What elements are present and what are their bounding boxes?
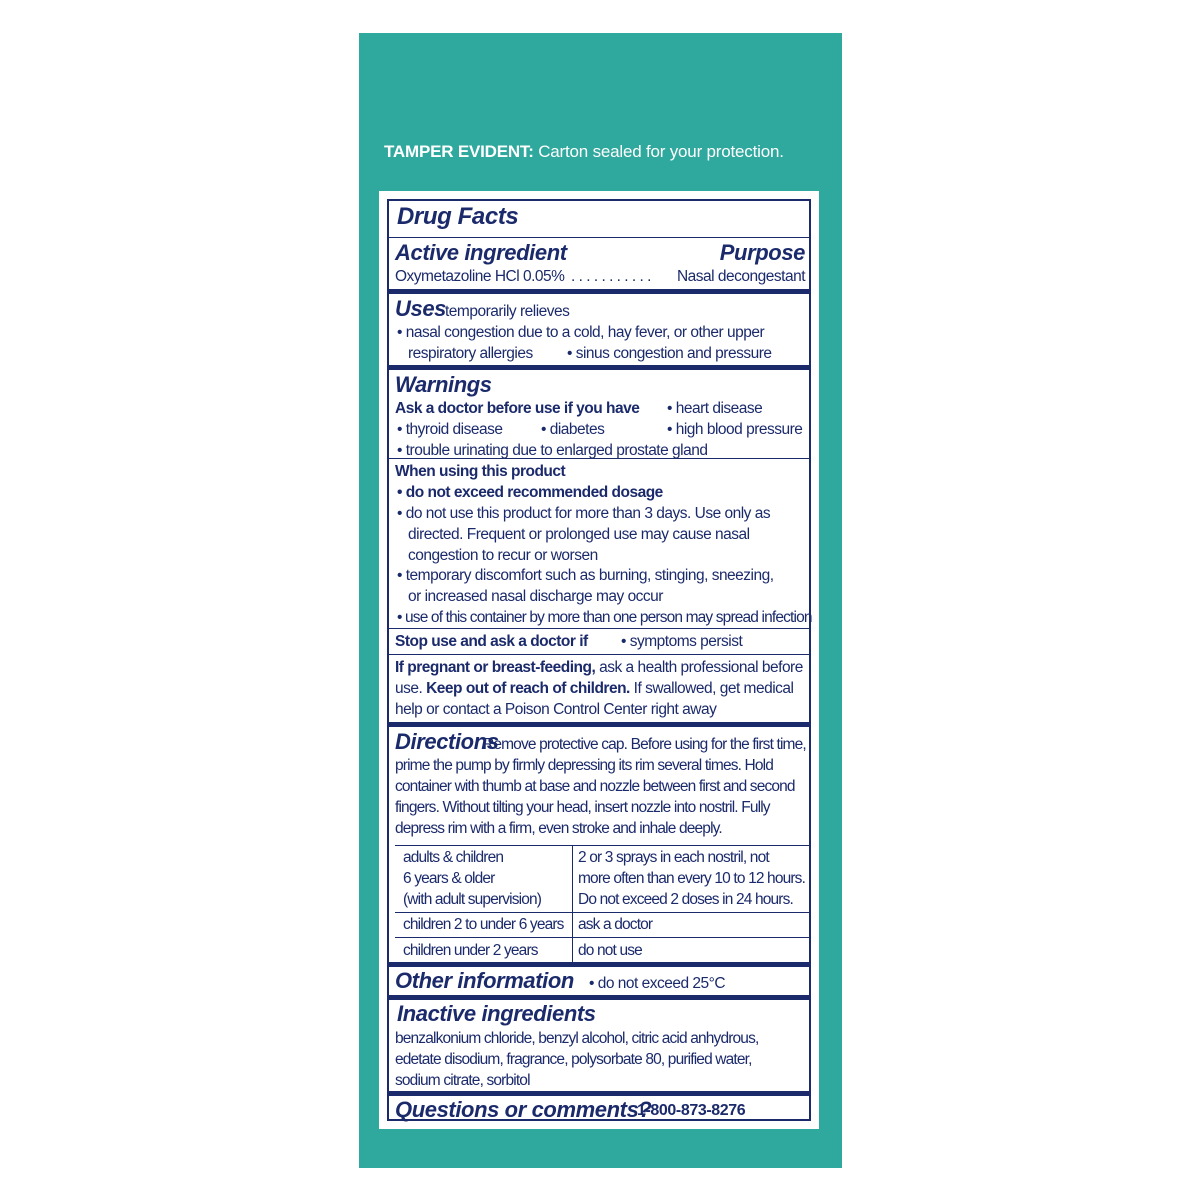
drug-facts-title: Drug Facts	[397, 203, 519, 230]
dosage-who-line: adults & children	[403, 849, 504, 866]
dosage-row-adults	[395, 846, 809, 913]
when-using-heading: When using this product	[395, 463, 566, 480]
when-using-item-discomfort-2: or increased nasal discharge may occur	[408, 588, 663, 605]
directions-heading: Directions	[395, 729, 499, 754]
keep-out-text: If swallowed, get medical	[629, 680, 794, 697]
warnings-section	[389, 365, 809, 463]
other-info-item: • do not exceed 25°C	[589, 975, 726, 992]
dosage-dose-line: do not use	[578, 942, 642, 959]
directions-section	[389, 722, 809, 967]
other-info-heading: Other information	[395, 968, 574, 993]
active-ingredient-name: Oxymetazoline HCl 0.05%	[395, 268, 565, 285]
uses-section	[389, 289, 809, 370]
ask-doctor-heading: Ask a doctor before use if you have	[395, 400, 640, 417]
stop-use-heading: Stop use and ask a doctor if	[395, 633, 588, 650]
active-ingredient-leader: . . . . . . . . . . .	[571, 268, 651, 285]
inactive-ingredients-heading: Inactive ingredients	[397, 1001, 596, 1026]
inactive-ingredients-line-3: sodium citrate, sorbitol	[395, 1072, 530, 1089]
uses-heading: Uses	[395, 296, 446, 321]
active-ingredient-purpose: Nasal decongestant	[676, 268, 805, 285]
dosage-dose-line: 2 or 3 sprays in each nostril, not	[578, 849, 769, 866]
tamper-evident-label: TAMPER EVIDENT:	[384, 142, 534, 161]
dosage-who-line: children under 2 years	[403, 942, 538, 959]
active-ingredient-section	[389, 237, 809, 290]
when-using-section	[389, 458, 812, 629]
poison-control-line: help or contact a Poison Control Center right away	[395, 701, 717, 718]
directions-line-4: fingers. Without tilting your head, insert nozzle into nostril. Fully	[395, 799, 770, 816]
warning-diabetes: • diabetes	[541, 421, 605, 438]
dosage-dose-line: Do not exceed 2 doses in 24 hours.	[578, 891, 793, 908]
directions-line-5: depress rim with a firm, even stroke and inhale deeply.	[395, 820, 722, 837]
drug-facts-label	[379, 191, 819, 1129]
stop-use-section	[389, 628, 809, 655]
warning-urinating: • trouble urinating due to enlarged prostate gland	[397, 442, 708, 459]
directions-line-3: container with thumb at base and nozzle between first and second	[395, 778, 795, 795]
uses-item-sinus: • sinus congestion and pressure	[567, 345, 772, 362]
uses-intro: temporarily relieves	[445, 303, 570, 320]
purpose-heading: Purpose	[719, 240, 805, 265]
dosage-dose-line: more often than every 10 to 12 hours.	[578, 870, 806, 887]
warning-heart-disease: • heart disease	[667, 400, 763, 417]
inactive-ingredients-line-1: benzalkonium chloride, benzyl alcohol, citric acid anhydrous,	[395, 1030, 759, 1047]
directions-line-2: prime the pump by firmly depressing its rim several times. Hold	[395, 757, 774, 774]
pregnancy-section	[389, 654, 809, 723]
when-using-item-discomfort-1: • temporary discomfort such as burning, stinging, sneezing,	[397, 567, 774, 584]
use-text: use.	[395, 680, 427, 697]
keep-out-bold: Keep out of reach of children.	[426, 680, 630, 697]
dosage-who-line: (with adult supervision)	[403, 891, 542, 908]
when-using-item-days-1: • do not use this product for more than 3 days. Use only as	[397, 505, 771, 522]
dosage-row-2-to-6	[395, 912, 809, 938]
drug-facts-frame	[387, 199, 811, 1121]
uses-item-allergies: respiratory allergies	[408, 345, 533, 362]
warning-thyroid: • thyroid disease	[397, 421, 503, 438]
dosage-who-line: 6 years & older	[403, 870, 495, 887]
keep-out-line	[395, 679, 793, 700]
uses-item-nasal: • nasal congestion due to a cold, hay fever, or other upper	[397, 324, 765, 341]
dosage-row-under-2	[395, 938, 809, 963]
questions-heading: Questions or comments?	[395, 1097, 652, 1122]
drug-facts-title-section	[389, 201, 809, 237]
pregnancy-text: ask a health professional before	[595, 659, 803, 676]
when-using-item-days-2: directed. Frequent or prolonged use may cause nasal	[408, 526, 750, 543]
when-using-item-container: • use of this container by more than one person may spread infection	[397, 609, 812, 626]
pregnancy-bold: If pregnant or breast-feeding,	[395, 659, 596, 676]
tamper-evident-text: Carton sealed for your protection.	[533, 142, 784, 161]
active-ingredient-heading: Active ingredient	[395, 240, 567, 265]
directions-line-1: Remove protective cap. Before using for the first time,	[483, 736, 806, 753]
dosage-table	[395, 845, 809, 963]
inactive-ingredients-section	[389, 995, 809, 1096]
dosage-dose-line: ask a doctor	[578, 916, 653, 933]
dosage-who-line: children 2 to under 6 years	[403, 916, 564, 933]
tamper-evident-notice	[384, 142, 834, 162]
inactive-ingredients-line-2: edetate disodium, fragrance, polysorbate 80, purified water,	[395, 1051, 752, 1068]
pregnancy-line	[395, 658, 803, 679]
questions-phone: 1-800-873-8276	[637, 1102, 746, 1119]
stop-use-item: • symptoms persist	[621, 633, 743, 650]
when-using-item-days-3: congestion to recur or worsen	[408, 547, 598, 564]
warning-high-blood-pressure: • high blood pressure	[667, 421, 803, 438]
questions-section	[389, 1091, 809, 1126]
warnings-heading: Warnings	[395, 372, 492, 397]
when-using-item-dosage: • do not exceed recommended dosage	[397, 484, 663, 501]
